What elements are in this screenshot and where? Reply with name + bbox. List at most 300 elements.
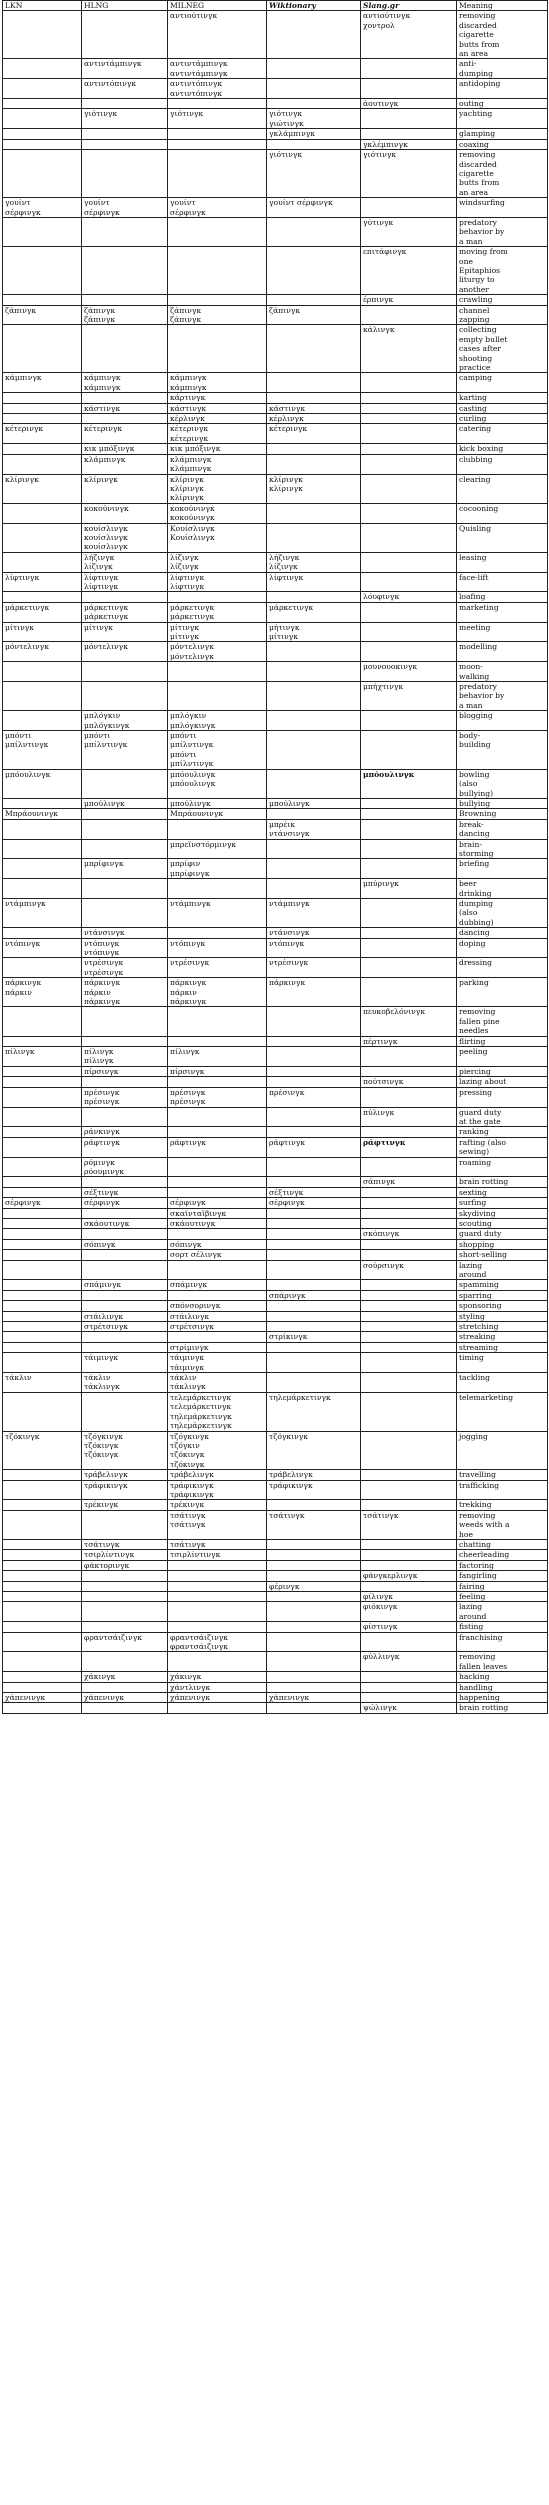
cell-milneg: τσάτινγκ τσάτινγκ <box>168 1510 267 1539</box>
table-row <box>3 1392 548 1431</box>
table-row <box>3 295 548 305</box>
cell-wiktionary <box>267 503 361 523</box>
table-row <box>3 1470 548 1480</box>
cell-milneg: χάπενινγκ <box>168 1693 267 1703</box>
cell-milneg: τρέκινγκ <box>168 1500 267 1510</box>
cell-milneg: κλίρινγκ κλίρινγκ κλίρινγκ <box>168 474 267 503</box>
cell-slang <box>361 129 457 139</box>
cell-milneg: μίτινγκ μίτινγκ <box>168 622 267 642</box>
cell-slang <box>361 1581 457 1591</box>
cell-wiktionary <box>267 1208 361 1218</box>
cell-wiktionary <box>267 1602 361 1622</box>
cell-wiktionary <box>267 1218 361 1228</box>
table-row <box>3 1431 548 1470</box>
col-header-milneg: MILNEG <box>168 1 267 11</box>
cell-slang <box>361 1632 457 1652</box>
cell-meaning: briefing <box>457 859 548 879</box>
cell-wiktionary: ράφτινγκ <box>267 1137 361 1157</box>
cell-milneg: λίφτινγκ λίφτινγκ <box>168 572 267 592</box>
cell-hlng: ντάνσινγκ <box>82 928 168 938</box>
cell-milneg: μπόουλινγκ μπόουλινγκ <box>168 769 267 798</box>
cell-lkn <box>3 1322 82 1332</box>
cell-lkn <box>3 414 82 424</box>
cell-meaning: tackling <box>457 1373 548 1393</box>
table-row <box>3 403 548 413</box>
cell-wiktionary: σπάρινγκ <box>267 1290 361 1300</box>
cell-wiktionary: ζάπινγκ <box>267 305 361 325</box>
cell-wiktionary: στρίκινγκ <box>267 1332 361 1342</box>
table-row <box>3 1322 548 1332</box>
cell-lkn: πάρκινγκ πάρκιν <box>3 978 82 1007</box>
cell-slang <box>361 809 457 819</box>
cell-wiktionary <box>267 1539 361 1549</box>
cell-hlng: μπλόγκιν μπλόγκινγκ <box>82 711 168 731</box>
cell-lkn <box>3 798 82 808</box>
cell-slang <box>361 958 457 978</box>
cell-slang <box>361 898 457 927</box>
table-row <box>3 1560 548 1570</box>
cell-lkn <box>3 1036 82 1046</box>
table-row <box>3 1693 548 1703</box>
cell-lkn <box>3 1229 82 1239</box>
cell-wiktionary <box>267 1560 361 1570</box>
cell-wiktionary <box>267 1077 361 1087</box>
cell-meaning: shopping <box>457 1239 548 1249</box>
cell-hlng <box>82 662 168 682</box>
cell-slang <box>361 1682 457 1692</box>
cell-lkn <box>3 928 82 938</box>
table-row <box>3 325 548 373</box>
cell-hlng <box>82 819 168 839</box>
table-row <box>3 1311 548 1321</box>
table-row <box>3 1373 548 1393</box>
cell-wiktionary <box>267 1157 361 1177</box>
cell-slang <box>361 424 457 444</box>
table-row <box>3 769 548 798</box>
col-header-hlng: HLNG <box>82 1 168 11</box>
table-row <box>3 1208 548 1218</box>
cell-wiktionary: ντάμπινγκ <box>267 898 361 927</box>
cell-wiktionary <box>267 1353 361 1373</box>
cell-wiktionary <box>267 1632 361 1652</box>
cell-slang: φίλινγκ <box>361 1592 457 1602</box>
table-row <box>3 1127 548 1137</box>
cell-hlng: ράνκινγκ <box>82 1127 168 1137</box>
cell-meaning: parking <box>457 978 548 1007</box>
cell-meaning: moving from one Epitaphios liturgy to another <box>457 247 548 295</box>
cell-lkn: χάπενινγκ <box>3 1693 82 1703</box>
cell-slang <box>361 819 457 839</box>
cell-milneg: ντάμπινγκ <box>168 898 267 927</box>
cell-hlng: κουίσλινγκ κουίσλινγκ κουίσλινγκ <box>82 523 168 552</box>
cell-meaning: surfing <box>457 1198 548 1208</box>
cell-lkn <box>3 1539 82 1549</box>
table-row <box>3 129 548 139</box>
cell-slang <box>361 1332 457 1342</box>
cell-milneg <box>168 1560 267 1570</box>
cell-lkn <box>3 79 82 99</box>
cell-lkn <box>3 1290 82 1300</box>
cell-meaning: spamming <box>457 1280 548 1290</box>
cell-meaning: fairing <box>457 1581 548 1591</box>
table-row <box>3 523 548 552</box>
cell-milneg: τάιμινγκ τάιμινγκ <box>168 1353 267 1373</box>
cell-lkn: μόντελινγκ <box>3 642 82 662</box>
cell-wiktionary: πάρκινγκ <box>267 978 361 1007</box>
cell-hlng: λήζινγκ λίζινγκ <box>82 552 168 572</box>
cell-hlng <box>82 1571 168 1581</box>
cell-slang <box>361 373 457 393</box>
cell-milneg: ζάπινγκ ζάπινγκ <box>168 305 267 325</box>
cell-milneg <box>168 928 267 938</box>
cell-slang <box>361 1470 457 1480</box>
cell-hlng: σκάουτινγκ <box>82 1218 168 1228</box>
cell-hlng <box>82 1392 168 1431</box>
cell-hlng <box>82 139 168 149</box>
cell-meaning: glamping <box>457 129 548 139</box>
cell-slang <box>361 1187 457 1197</box>
cell-slang: μπύρινγκ <box>361 879 457 899</box>
cell-wiktionary <box>267 295 361 305</box>
table-row <box>3 682 548 711</box>
table-row <box>3 1280 548 1290</box>
cell-meaning: piercing <box>457 1066 548 1076</box>
cell-slang <box>361 503 457 523</box>
cell-hlng <box>82 1077 168 1087</box>
cell-slang <box>361 454 457 474</box>
header-row <box>3 1 548 11</box>
table-row <box>3 1107 548 1127</box>
cell-slang <box>361 711 457 731</box>
table-row <box>3 79 548 99</box>
cell-slang: φάνγκερλινγκ <box>361 1571 457 1581</box>
cell-hlng <box>82 1007 168 1036</box>
cell-lkn: τάκλιν <box>3 1373 82 1393</box>
cell-milneg <box>168 1703 267 1713</box>
table-row <box>3 373 548 393</box>
cell-wiktionary <box>267 139 361 149</box>
cell-milneg <box>168 1107 267 1127</box>
cell-meaning: brain rotting <box>457 1703 548 1713</box>
cell-wiktionary <box>267 1239 361 1249</box>
cell-hlng <box>82 129 168 139</box>
cell-slang <box>361 109 457 129</box>
cell-milneg <box>168 1260 267 1280</box>
cell-milneg: πίρσινγκ <box>168 1066 267 1076</box>
cell-meaning: fangirling <box>457 1571 548 1581</box>
table-row <box>3 978 548 1007</box>
cell-hlng: κλίρινγκ <box>82 474 168 503</box>
cell-slang <box>361 1353 457 1373</box>
table-row <box>3 809 548 819</box>
cell-hlng <box>82 11 168 59</box>
cell-meaning: guard duty <box>457 1229 548 1239</box>
table-row <box>3 731 548 770</box>
cell-wiktionary: τσάτινγκ <box>267 1510 361 1539</box>
cell-slang: πύλινγκ <box>361 1107 457 1127</box>
cell-hlng: πίρσινγκ <box>82 1066 168 1076</box>
cell-hlng: τρέκινγκ <box>82 1500 168 1510</box>
cell-hlng: μπρίφινγκ <box>82 859 168 879</box>
cell-meaning: beer drinking <box>457 879 548 899</box>
cell-slang: σούρσινγκ <box>361 1260 457 1280</box>
cell-wiktionary <box>267 1047 361 1067</box>
cell-meaning: franchising <box>457 1632 548 1652</box>
cell-milneg: κλάμπινγκ κλάμπινγκ <box>168 454 267 474</box>
cell-milneg: κάμπινγκ κάμπινγκ <box>168 373 267 393</box>
cell-wiktionary <box>267 1682 361 1692</box>
cell-slang: ράφτινγκ <box>361 1137 457 1157</box>
cell-slang <box>361 474 457 503</box>
cell-lkn <box>3 1652 82 1672</box>
cell-meaning: Quisling <box>457 523 548 552</box>
cell-lkn <box>3 1127 82 1137</box>
cell-slang <box>361 928 457 938</box>
table-row <box>3 1177 548 1187</box>
cell-lkn <box>3 99 82 109</box>
cell-hlng <box>82 1682 168 1692</box>
cell-hlng: στάιλινγκ <box>82 1311 168 1321</box>
cell-hlng <box>82 414 168 424</box>
cell-lkn <box>3 1107 82 1127</box>
cell-slang <box>361 59 457 79</box>
cell-slang: κάλινγκ <box>361 325 457 373</box>
cell-lkn <box>3 1260 82 1280</box>
cell-lkn <box>3 1672 82 1682</box>
cell-hlng: σόπινγκ <box>82 1239 168 1249</box>
cell-milneg: κάρτινγκ <box>168 393 267 403</box>
cell-slang: γκλέμπινγκ <box>361 139 457 149</box>
cell-slang: άουτινγκ <box>361 99 457 109</box>
cell-slang <box>361 198 457 218</box>
table-row <box>3 474 548 503</box>
cell-lkn <box>3 1602 82 1622</box>
cell-milneg <box>168 1157 267 1177</box>
cell-lkn: ντόπινγκ <box>3 938 82 958</box>
table-row <box>3 622 548 642</box>
table-row <box>3 1342 548 1352</box>
cell-meaning: body- building <box>457 731 548 770</box>
cell-meaning: blogging <box>457 711 548 731</box>
cell-lkn <box>3 1311 82 1321</box>
cell-slang: μπήχτινγκ <box>361 682 457 711</box>
table-row <box>3 1592 548 1602</box>
cell-lkn <box>3 325 82 373</box>
table-row <box>3 1301 548 1311</box>
cell-meaning: loafing <box>457 592 548 602</box>
col-header-slang-gr: Slang.gr <box>361 1 457 11</box>
cell-meaning: travelling <box>457 1470 548 1480</box>
cell-wiktionary: μάρκετινγκ <box>267 602 361 622</box>
cell-lkn <box>3 393 82 403</box>
cell-hlng: τσιρλίντινγκ <box>82 1550 168 1560</box>
cell-hlng: μίτινγκ <box>82 622 168 642</box>
cell-hlng <box>82 1581 168 1591</box>
table-row <box>3 798 548 808</box>
table-row <box>3 1198 548 1208</box>
cell-milneg <box>168 129 267 139</box>
cell-hlng: τάκλιν τάκλινγκ <box>82 1373 168 1393</box>
cell-hlng: μπόντι μπίλντινγκ <box>82 731 168 770</box>
cell-lkn <box>3 109 82 129</box>
cell-slang <box>361 1290 457 1300</box>
cell-wiktionary <box>267 1652 361 1672</box>
cell-wiktionary <box>267 809 361 819</box>
cell-milneg: στρίμινγκ <box>168 1342 267 1352</box>
cell-lkn <box>3 444 82 454</box>
cell-lkn <box>3 1077 82 1087</box>
cell-meaning: yachting <box>457 109 548 129</box>
cell-wiktionary <box>267 1373 361 1393</box>
cell-slang: σάπινγκ <box>361 1177 457 1187</box>
cell-wiktionary <box>267 592 361 602</box>
cell-milneg <box>168 662 267 682</box>
cell-wiktionary <box>267 731 361 770</box>
cell-milneg: στρέτσινγκ <box>168 1322 267 1332</box>
cell-meaning: doping <box>457 938 548 958</box>
table-row <box>3 11 548 59</box>
cell-meaning: outing <box>457 99 548 109</box>
table-row <box>3 1187 548 1197</box>
cell-wiktionary: μπρέικ ντάνσινγκ <box>267 819 361 839</box>
cell-lkn <box>3 1250 82 1260</box>
cell-hlng: ράφτινγκ <box>82 1137 168 1157</box>
table-row <box>3 59 548 79</box>
cell-lkn <box>3 958 82 978</box>
cell-meaning: Browning <box>457 809 548 819</box>
cell-hlng <box>82 1250 168 1260</box>
cell-hlng: πρέσινγκ πρέσινγκ <box>82 1087 168 1107</box>
cell-lkn <box>3 1353 82 1373</box>
cell-lkn <box>3 1157 82 1177</box>
table-row <box>3 592 548 602</box>
cell-milneg: σπάμινγκ <box>168 1280 267 1290</box>
table-row <box>3 1682 548 1692</box>
cell-hlng: φραντσάιζινγκ <box>82 1632 168 1652</box>
table-row <box>3 1332 548 1342</box>
cell-milneg: σκάουτινγκ <box>168 1218 267 1228</box>
cell-slang <box>361 602 457 622</box>
cell-lkn <box>3 1187 82 1197</box>
cell-meaning: fisting <box>457 1622 548 1632</box>
table-row <box>3 1602 548 1622</box>
cell-hlng: μάρκετινγκ μάρκετινγκ <box>82 602 168 622</box>
cell-wiktionary <box>267 1301 361 1311</box>
cell-lkn <box>3 403 82 413</box>
table-row <box>3 503 548 523</box>
cell-hlng <box>82 1036 168 1046</box>
table-row <box>3 1353 548 1373</box>
cell-hlng <box>82 879 168 899</box>
cell-milneg: Κουίσλινγκ Κουίσλινγκ <box>168 523 267 552</box>
cell-lkn <box>3 1470 82 1480</box>
cell-hlng: κέτερινγκ <box>82 424 168 444</box>
cell-lkn: κλίρινγκ <box>3 474 82 503</box>
cell-hlng: ντρέσινγκ ντρέσινγκ <box>82 958 168 978</box>
cell-wiktionary: ντρέσινγκ <box>267 958 361 978</box>
col-header-meaning: Meaning <box>457 1 548 11</box>
cell-hlng <box>82 839 168 859</box>
cell-slang: μπόουλινγκ <box>361 769 457 798</box>
col-header-wiktionary: Wiktionary <box>267 1 361 11</box>
cell-slang <box>361 1208 457 1218</box>
cell-wiktionary <box>267 879 361 899</box>
cell-slang <box>361 1693 457 1703</box>
cell-wiktionary <box>267 523 361 552</box>
table-row <box>3 150 548 198</box>
cell-meaning: handling <box>457 1682 548 1692</box>
cell-hlng <box>82 1510 168 1539</box>
cell-hlng: μπούλινγκ <box>82 798 168 808</box>
cell-milneg: πάρκινγκ πάρκιν πάρκινγκ <box>168 978 267 1007</box>
cell-slang <box>361 552 457 572</box>
cell-slang: επιτάφινγκ <box>361 247 457 295</box>
cell-slang <box>361 1342 457 1352</box>
cell-wiktionary: τηλεμάρκετινγκ <box>267 1392 361 1431</box>
cell-slang <box>361 642 457 662</box>
cell-milneg: ντρέσινγκ <box>168 958 267 978</box>
table-body <box>3 11 548 1713</box>
cell-meaning: skydiving <box>457 1208 548 1218</box>
table-row <box>3 602 548 622</box>
cell-lkn <box>3 711 82 731</box>
cell-meaning: cheerleading <box>457 1550 548 1560</box>
cell-lkn <box>3 1682 82 1692</box>
cell-meaning: brain- storming <box>457 839 548 859</box>
cell-slang <box>361 393 457 403</box>
cell-wiktionary <box>267 373 361 393</box>
cell-milneg <box>168 1581 267 1591</box>
cell-meaning: removing discarded cigarette butts from an area <box>457 11 548 59</box>
cell-lkn <box>3 1177 82 1187</box>
cell-meaning: bullying <box>457 798 548 808</box>
cell-lkn <box>3 879 82 899</box>
cell-milneg <box>168 325 267 373</box>
cell-lkn: μπόντι μπίλντινγκ <box>3 731 82 770</box>
cell-hlng: κλάμπινγκ <box>82 454 168 474</box>
cell-wiktionary <box>267 59 361 79</box>
cell-wiktionary: γκλάμπινγκ <box>267 129 361 139</box>
cell-milneg: μπρίφιν μπρίφινγκ <box>168 859 267 879</box>
cell-lkn: Μπράουνινγκ <box>3 809 82 819</box>
cell-meaning: sponsoring <box>457 1301 548 1311</box>
cell-wiktionary: λίφτινγκ <box>267 572 361 592</box>
cell-milneg: μπλόγκιν μπλόγκινγκ <box>168 711 267 731</box>
table-row <box>3 642 548 662</box>
cell-slang: γύτινγκ <box>361 217 457 246</box>
cell-slang <box>361 1239 457 1249</box>
cell-lkn <box>3 1218 82 1228</box>
cell-wiktionary <box>267 1229 361 1239</box>
cell-wiktionary <box>267 444 361 454</box>
cell-hlng: κοκούνινγκ <box>82 503 168 523</box>
cell-lkn <box>3 150 82 198</box>
cell-lkn: κέτερινγκ <box>3 424 82 444</box>
cell-slang <box>361 1480 457 1500</box>
cell-hlng <box>82 809 168 819</box>
cell-hlng: κάστινγκ <box>82 403 168 413</box>
cell-meaning: face-lift <box>457 572 548 592</box>
cell-slang <box>361 1301 457 1311</box>
cell-milneg: σορτ σέλινγκ <box>168 1250 267 1260</box>
cell-lkn <box>3 839 82 859</box>
cell-meaning: predatory behavior by a man <box>457 217 548 246</box>
table-row <box>3 859 548 879</box>
cell-slang <box>361 1127 457 1137</box>
cell-wiktionary <box>267 1177 361 1187</box>
cell-wiktionary: μπούλινγκ <box>267 798 361 808</box>
cell-slang: πούτσινγκ <box>361 1077 457 1087</box>
